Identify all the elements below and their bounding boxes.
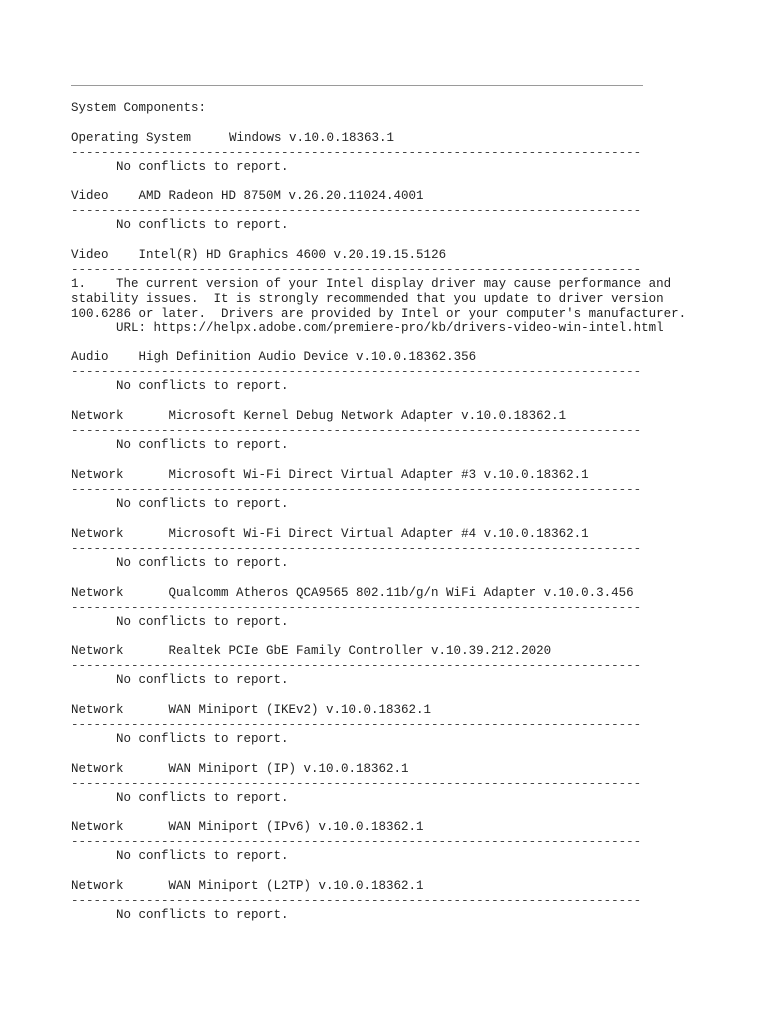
component-name: Windows v.10.0.18363.1	[229, 131, 395, 145]
component-entry	[71, 820, 711, 864]
component-status: No conflicts to report.	[116, 497, 289, 512]
component-title	[71, 131, 711, 146]
component-category: Network	[71, 879, 124, 893]
component-status: No conflicts to report.	[116, 908, 289, 923]
component-title	[71, 879, 711, 894]
component-name: WAN Miniport (IKEv2) v.10.0.18362.1	[168, 703, 432, 717]
component-category: Video	[71, 248, 109, 262]
separator-line: ----------------------------------------------------------------------------	[71, 658, 642, 673]
component-name: High Definition Audio Device v.10.0.18362.356	[138, 350, 477, 364]
component-title	[71, 350, 711, 365]
component-entry	[71, 248, 711, 336]
separator-line: ----------------------------------------------------------------------------	[71, 423, 642, 438]
component-entry	[71, 468, 711, 512]
component-name: AMD Radeon HD 8750M v.26.20.11024.4001	[138, 189, 424, 203]
component-status: No conflicts to report.	[116, 849, 289, 864]
component-entry	[71, 762, 711, 806]
issue-text: The current version of your Intel display driver may cause performance and	[116, 277, 672, 292]
separator-line: ----------------------------------------------------------------------------	[71, 776, 642, 791]
separator-line: ----------------------------------------------------------------------------	[71, 262, 642, 277]
component-status: No conflicts to report.	[116, 379, 289, 394]
component-name: Intel(R) HD Graphics 4600 v.20.19.15.5126	[138, 248, 447, 262]
component-name: Qualcomm Atheros QCA9565 802.11b/g/n WiFi Adapter v.10.0.3.456	[168, 586, 634, 600]
section-heading: System Components:	[71, 101, 207, 115]
component-entry	[71, 409, 711, 453]
component-name: WAN Miniport (IPv6) v.10.0.18362.1	[168, 820, 424, 834]
component-title	[71, 189, 711, 204]
component-category: Network	[71, 644, 124, 658]
component-entry	[71, 131, 711, 175]
issue-line-3: 100.6286 or later. Drivers are provided by Intel or your computer's manufacturer.	[71, 306, 687, 321]
component-status: No conflicts to report.	[116, 438, 289, 453]
component-category: Network	[71, 762, 124, 776]
component-entry	[71, 350, 711, 394]
component-category: Network	[71, 409, 124, 423]
component-title	[71, 820, 711, 835]
component-category: Network	[71, 468, 124, 482]
component-title	[71, 468, 711, 483]
issue-line-1	[71, 277, 711, 292]
component-status: No conflicts to report.	[116, 160, 289, 175]
component-title	[71, 586, 711, 601]
separator-line: ----------------------------------------------------------------------------	[71, 203, 642, 218]
component-status: No conflicts to report.	[116, 673, 289, 688]
component-title	[71, 762, 711, 777]
component-name: WAN Miniport (L2TP) v.10.0.18362.1	[168, 879, 424, 893]
separator-line: ----------------------------------------------------------------------------	[71, 717, 642, 732]
component-category: Network	[71, 586, 124, 600]
separator-line: ----------------------------------------------------------------------------	[71, 364, 642, 379]
component-status: No conflicts to report.	[116, 615, 289, 630]
component-name: Microsoft Wi-Fi Direct Virtual Adapter #4 v.10.0.18362.1	[168, 527, 589, 541]
component-title	[71, 703, 711, 718]
component-status: No conflicts to report.	[116, 556, 289, 571]
component-name: Microsoft Kernel Debug Network Adapter v.10.0.18362.1	[168, 409, 567, 423]
component-title	[71, 644, 711, 659]
component-name: WAN Miniport (IP) v.10.0.18362.1	[168, 762, 409, 776]
component-title	[71, 248, 711, 263]
component-entry	[71, 189, 711, 233]
component-status: No conflicts to report.	[116, 732, 289, 747]
separator-line: ----------------------------------------------------------------------------	[71, 145, 642, 160]
component-status: No conflicts to report.	[116, 791, 289, 806]
component-title	[71, 527, 711, 542]
component-entry	[71, 879, 711, 923]
issue-number: 1.	[71, 277, 87, 292]
component-category: Operating System	[71, 131, 192, 145]
component-category: Network	[71, 820, 124, 834]
component-status: No conflicts to report.	[116, 218, 289, 233]
component-entry	[71, 527, 711, 571]
component-category: Audio	[71, 350, 109, 364]
component-title	[71, 409, 711, 424]
issue-url: URL: https://helpx.adobe.com/premiere-pro/kb/drivers-video-win-intel.html	[116, 321, 664, 336]
separator-line: ----------------------------------------------------------------------------	[71, 541, 642, 556]
component-category: Network	[71, 703, 124, 717]
component-entry	[71, 644, 711, 688]
separator-line: ----------------------------------------------------------------------------	[71, 600, 642, 615]
separator-line: ----------------------------------------------------------------------------	[71, 893, 642, 908]
component-category: Network	[71, 527, 124, 541]
component-name: Realtek PCIe GbE Family Controller v.10.39.212.2020	[168, 644, 552, 658]
component-entry	[71, 586, 711, 630]
separator-line: ----------------------------------------------------------------------------	[71, 482, 642, 497]
issue-line-2: stability issues. It is strongly recommended that you update to driver version	[71, 292, 664, 307]
separator-line: ----------------------------------------------------------------------------	[71, 834, 642, 849]
component-entry	[71, 703, 711, 747]
component-category: Video	[71, 189, 109, 203]
top-rule	[71, 85, 643, 86]
component-name: Microsoft Wi-Fi Direct Virtual Adapter #3 v.10.0.18362.1	[168, 468, 589, 482]
